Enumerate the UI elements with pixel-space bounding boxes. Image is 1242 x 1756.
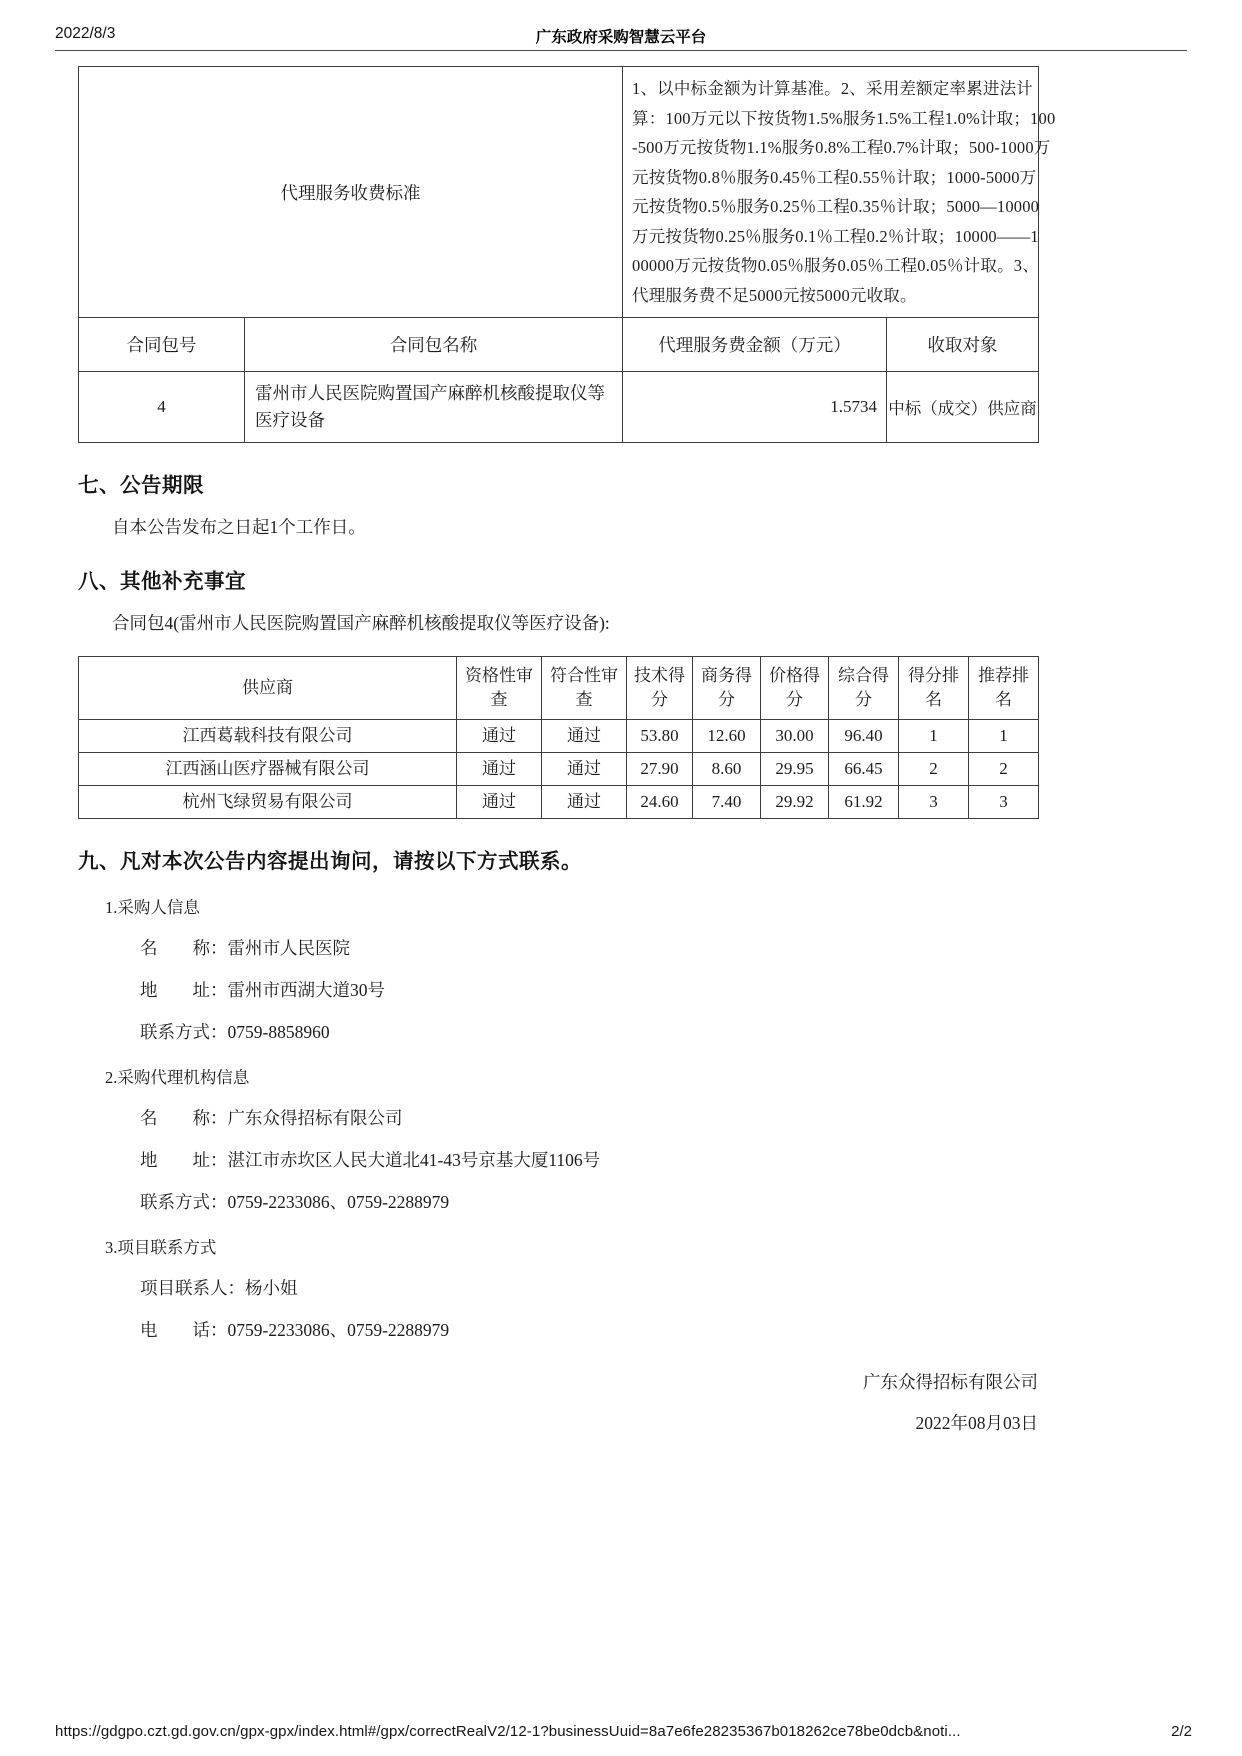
footer-url: https://gdgpo.czt.gd.gov.cn/gpx-gpx/index.html#/gpx/correctRealV2/12-1?businessUuid=8a7e6fe28235367b018262ce78be0dcb&noti...	[55, 1723, 961, 1740]
group-title-project-contact: 3.项目联系方式	[105, 1238, 217, 1257]
total-score-cell: 66.45	[829, 753, 899, 786]
fee-standard-line: 万元按货物0.25％服务0.1％工程0.2％计取；10000——1	[632, 226, 1039, 246]
qualification-cell: 通过	[457, 720, 542, 753]
business-score-cell: 12.60	[693, 720, 761, 753]
business-score-cell: 8.60	[693, 753, 761, 786]
signature-block	[78, 1362, 1038, 1444]
document-content	[78, 66, 1056, 1444]
score-table-header-row	[79, 657, 1039, 720]
print-header	[55, 0, 1187, 51]
score-rank-cell: 1	[899, 720, 969, 753]
fee-standard-line: 代理服务费不足5000元按5000元收取。	[632, 285, 917, 305]
fee-standard-text	[623, 67, 1056, 318]
fee-standard-label: 代理服务收费标准	[79, 67, 623, 318]
technical-score-cell: 27.90	[627, 753, 693, 786]
fee-standard-line: 元按货物0.5％服务0.25％工程0.35％计取；5000—10000	[632, 197, 1040, 216]
group-title-purchaser: 1.采购人信息	[105, 898, 200, 917]
purchaser-info-group	[78, 894, 1038, 1044]
section-7-body: 自本公告发布之日起1个工作日。	[112, 517, 366, 537]
section-9-heading: 九、凡对本次公告内容提出询问，请按以下方式联系。	[78, 851, 582, 873]
price-score-cell: 30.00	[761, 720, 829, 753]
score-table	[78, 656, 1039, 819]
column-header-package-name: 合同包名称	[245, 318, 623, 372]
score-rank-cell: 2	[899, 753, 969, 786]
business-score-cell: 7.40	[693, 786, 761, 819]
fee-table	[78, 66, 1056, 443]
agency-info-group	[78, 1064, 1038, 1214]
supplier-name-cell: 杭州飞绿贸易有限公司	[79, 786, 457, 819]
column-header-score-rank: 得分排名	[899, 657, 969, 720]
site-title: 广东政府采购智慧云平台	[535, 29, 707, 46]
signature-date: 2022年08月03日	[915, 1413, 1038, 1433]
column-header-business-score: 商务得分	[693, 657, 761, 720]
section-8-intro: 合同包4(雷州市人民医院购置国产麻醉机核酸提取仪等医疗设备):	[112, 613, 610, 633]
project-contact-group	[78, 1234, 1038, 1342]
column-header-technical-score: 技术得分	[627, 657, 693, 720]
package-no-cell: 4	[79, 372, 245, 443]
score-rank-cell: 3	[899, 786, 969, 819]
supplier-name-cell: 江西涵山医疗器械有限公司	[79, 753, 457, 786]
group-title-agency: 2.采购代理机构信息	[105, 1068, 250, 1087]
footer-page-number: 2/2	[1171, 1723, 1192, 1740]
print-footer	[55, 1723, 1192, 1740]
purchaser-address-line: 地 址：雷州市西湖大道30号	[140, 980, 385, 1000]
fee-table-data-row	[79, 372, 1039, 443]
agency-contact-line: 联系方式：0759-2233086、0759-2288979	[140, 1192, 450, 1212]
fee-standard-line: 算：100万元以下按货物1.5%服务1.5%工程1.0%计取；100	[632, 108, 1056, 128]
project-contact-phone-line: 电 话：0759-2233086、0759-2288979	[140, 1320, 450, 1340]
column-header-recommend-rank: 推荐排名	[969, 657, 1039, 720]
purchaser-name-line: 名 称：雷州市人民医院	[140, 938, 350, 958]
column-header-payer: 收取对象	[887, 318, 1039, 372]
conformity-cell: 通过	[542, 720, 627, 753]
column-header-total-score: 综合得分	[829, 657, 899, 720]
signature-company: 广东众得招标有限公司	[863, 1372, 1038, 1392]
recommend-rank-cell: 1	[969, 720, 1039, 753]
section-8-heading: 八、其他补充事宜	[78, 571, 246, 593]
print-date: 2022/8/3	[55, 25, 116, 42]
technical-score-cell: 24.60	[627, 786, 693, 819]
recommend-rank-cell: 2	[969, 753, 1039, 786]
fee-standard-line: 1、以中标金额为计算基准。2、采用差额定率累进法计	[632, 79, 1033, 98]
column-header-price-score: 价格得分	[761, 657, 829, 720]
price-score-cell: 29.95	[761, 753, 829, 786]
total-score-cell: 96.40	[829, 720, 899, 753]
column-header-conformity-review: 符合性审查	[542, 657, 627, 720]
score-table-row	[79, 720, 1039, 753]
column-header-package-no: 合同包号	[79, 318, 245, 372]
conformity-cell: 通过	[542, 753, 627, 786]
fee-standard-line: 元按货物0.8％服务0.45％工程0.55％计取；1000-5000万	[632, 167, 1037, 187]
column-header-supplier: 供应商	[79, 657, 457, 720]
fee-standard-line: 00000万元按货物0.05％服务0.05％工程0.05％计取。3、	[632, 256, 1039, 275]
agency-name-line: 名 称：广东众得招标有限公司	[140, 1108, 403, 1128]
column-header-qualification-review: 资格性审查	[457, 657, 542, 720]
qualification-cell: 通过	[457, 753, 542, 786]
fee-amount-cell: 1.5734	[623, 372, 887, 443]
recommend-rank-cell: 3	[969, 786, 1039, 819]
price-score-cell: 29.92	[761, 786, 829, 819]
total-score-cell: 61.92	[829, 786, 899, 819]
column-header-fee-amount: 代理服务费金额（万元）	[623, 318, 887, 372]
purchaser-contact-line: 联系方式：0759-8858960	[140, 1022, 330, 1042]
supplier-name-cell: 江西葛载科技有限公司	[79, 720, 457, 753]
section-7-heading: 七、公告期限	[78, 475, 204, 497]
qualification-cell: 通过	[457, 786, 542, 819]
package-name-cell: 雷州市人民医院购置国产麻醉机核酸提取仪等医疗设备	[245, 372, 623, 443]
conformity-cell: 通过	[542, 786, 627, 819]
fee-table-header-row	[79, 318, 1039, 372]
payer-cell: 中标（成交）供应商	[887, 372, 1039, 443]
project-contact-person-line: 项目联系人：杨小姐	[140, 1278, 298, 1298]
fee-standard-row	[79, 67, 1039, 318]
fee-standard-line: -500万元按货物1.1%服务0.8%工程0.7%计取；500-1000万	[632, 138, 1051, 157]
score-table-row	[79, 786, 1039, 819]
technical-score-cell: 53.80	[627, 720, 693, 753]
agency-address-line: 地 址：湛江市赤坎区人民大道北41-43号京基大厦1106号	[140, 1150, 601, 1170]
score-table-row	[79, 753, 1039, 786]
